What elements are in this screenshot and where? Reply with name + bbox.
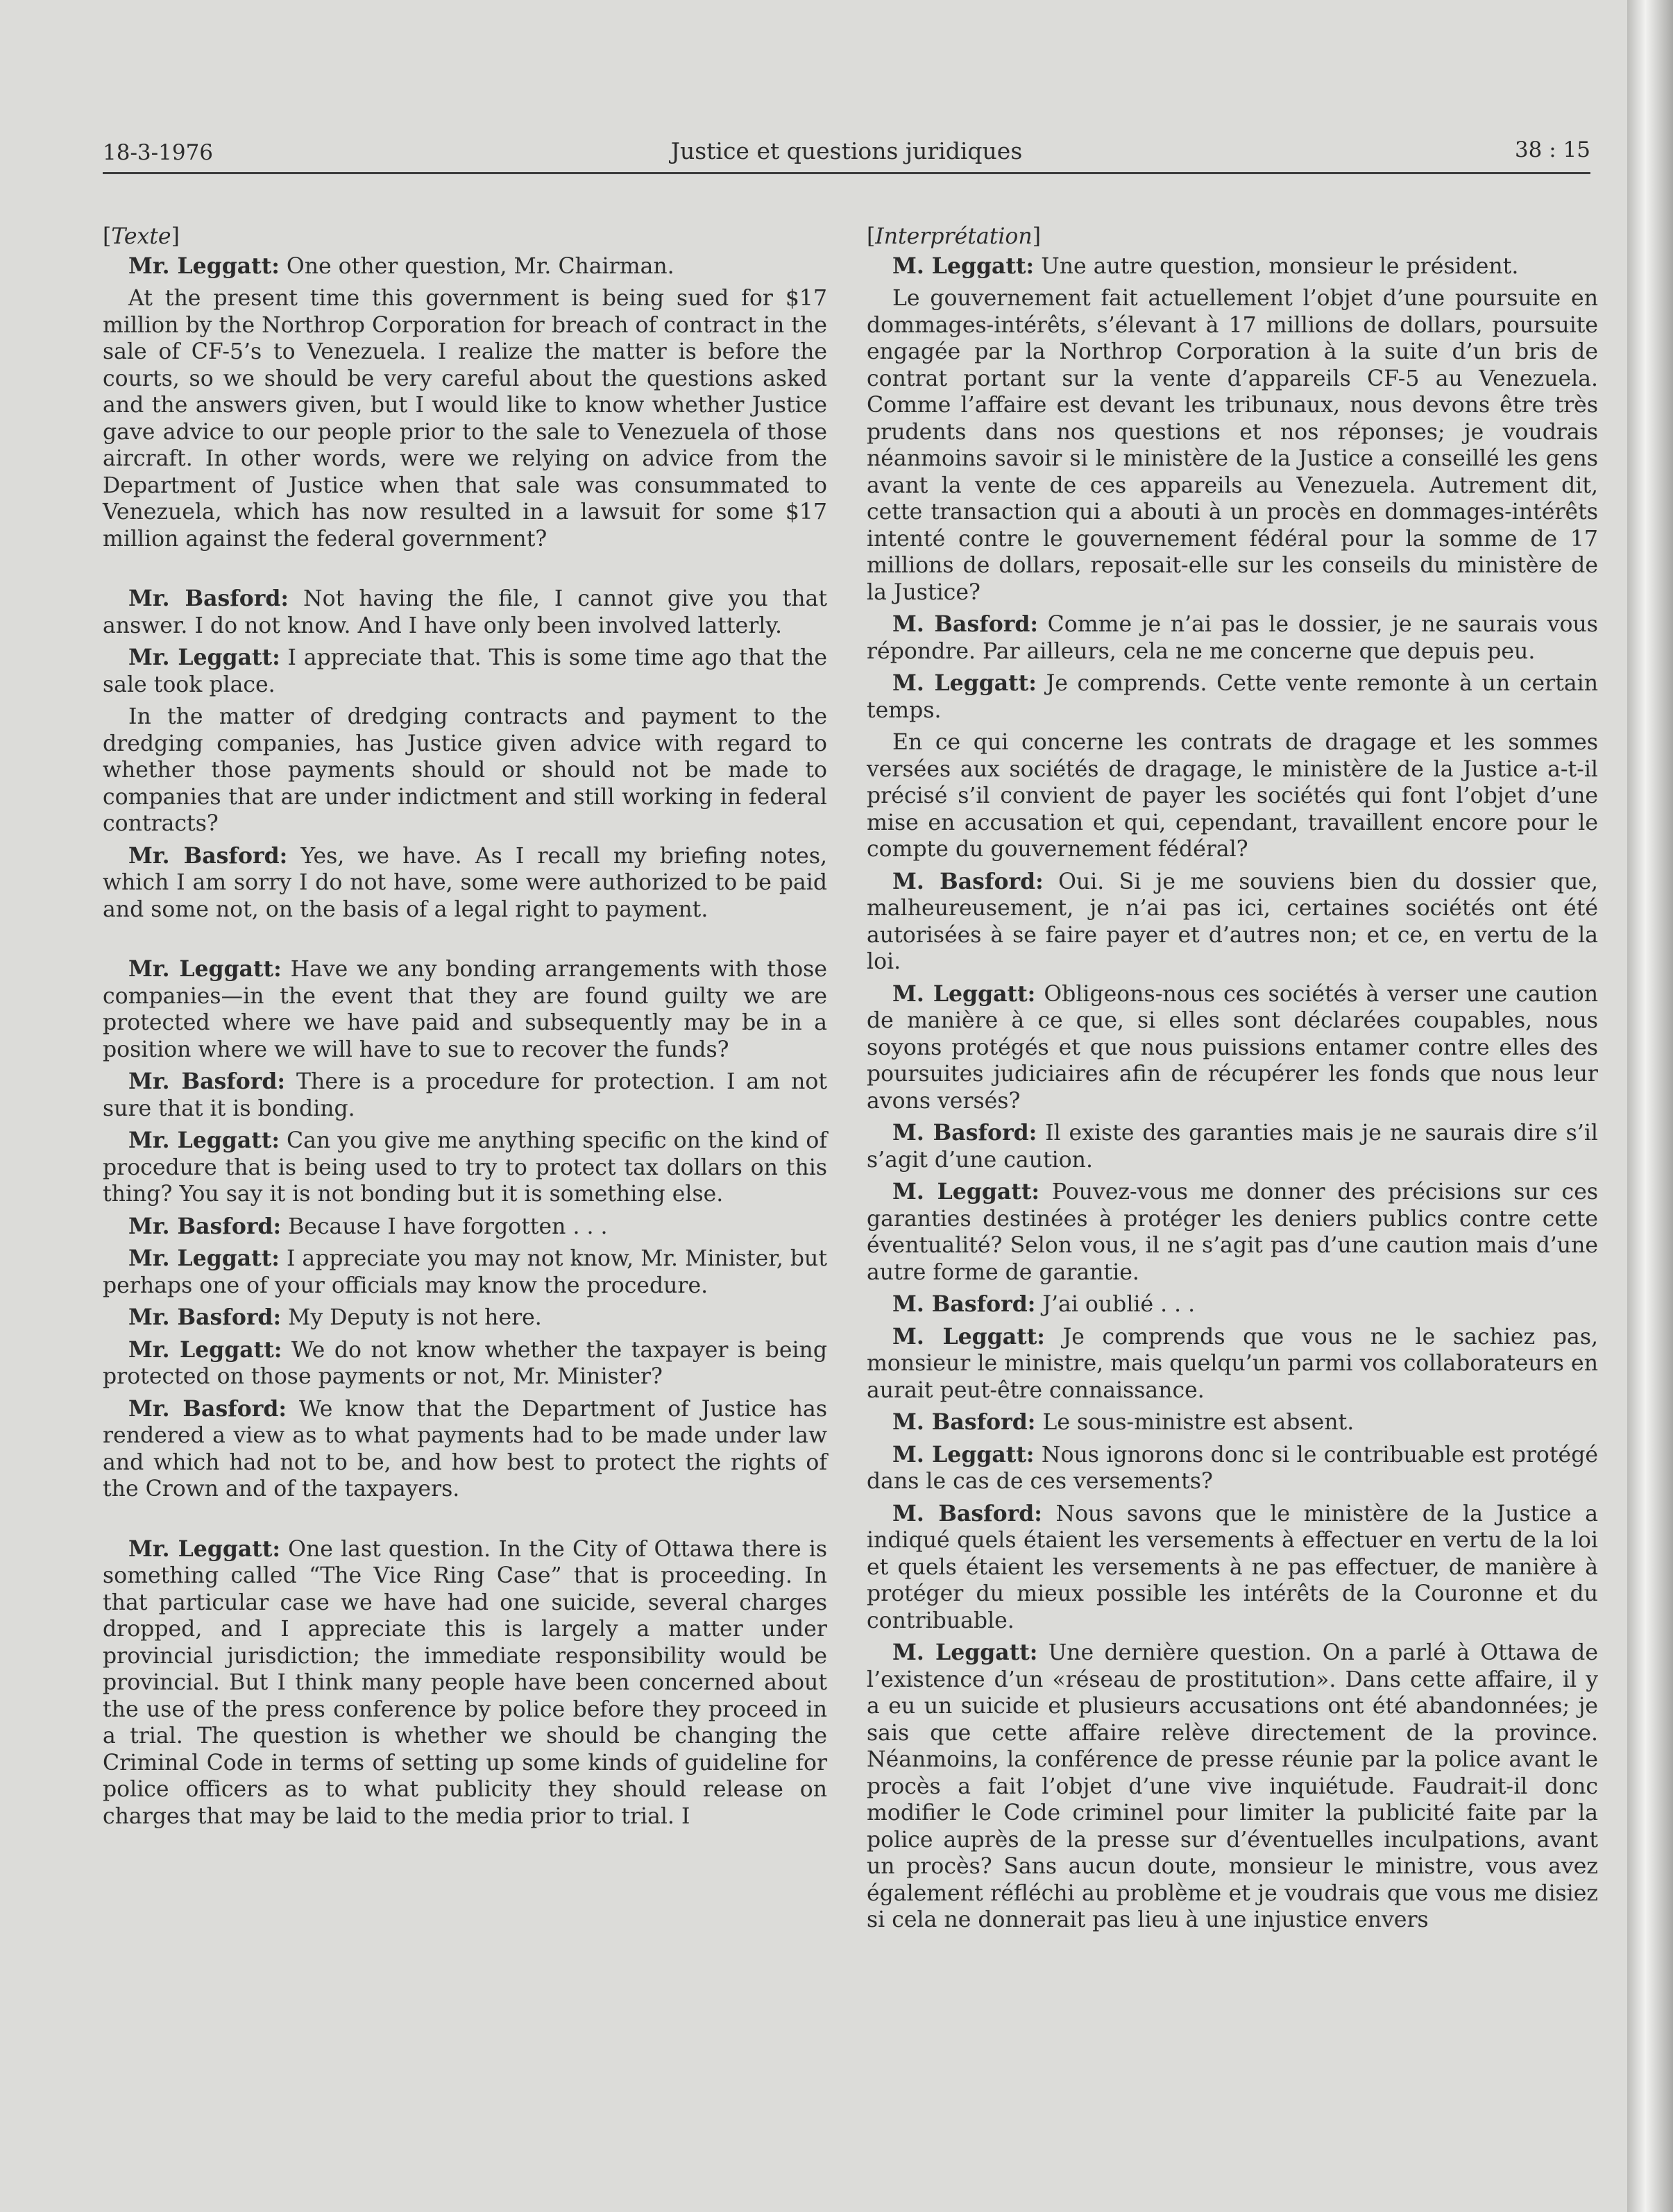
column-tag: [Texte] bbox=[103, 224, 180, 249]
paragraph: M. Leggatt: Une dernière question. On a parlé à Ottawa de l’existence d’un «réseau de prostitution». Dans cette affaire, il y a eu un suicide et plusieurs accusations ont été abandonnées; je sais que cette affaire relève directement de la province. Néanmoins, la conférence de presse réunie par la police avant le procès a fait l’objet d’une vive inquiétude. Faudrait-il donc modifier le Code criminel pour limiter la publicité faite par la police auprès de la presse sur d’éventuelles inculpations, avant un procès? Sans aucun doute, monsieur le ministre, vous avez également réfléchi au problème et je voudrais que vous me disiez si cela ne donnerait pas lieu à une injustice envers bbox=[867, 1640, 1598, 1932]
speaker: Mr. Leggatt: bbox=[128, 645, 280, 670]
page-header bbox=[103, 136, 1590, 174]
speaker: Mr. Basford: bbox=[128, 842, 288, 869]
paragraph: Mr. Leggatt: I appreciate that. This is some time ago that the sale took place. bbox=[103, 645, 827, 697]
page-edge bbox=[1627, 0, 1673, 2212]
speaker: Mr. Leggatt: bbox=[128, 1336, 282, 1363]
paragraph: Mr. Leggatt: Have we any bonding arrangements with those companies—in the event that they are found guilty we are protected where we have paid and subsequently may be in a position where we will have to sue to recover the funds? bbox=[103, 956, 827, 1062]
paragraph: M. Basford: Il existe des garanties mais je ne saurais dire s’il s’agit d’une caution. bbox=[867, 1120, 1598, 1173]
column-tag: [Interprétation] bbox=[867, 224, 1041, 249]
paragraph: Mr. Leggatt: I appreciate you may not know, Mr. Minister, but perhaps one of your officials may know the procedure. bbox=[103, 1245, 828, 1298]
paragraph: Mr. Leggatt: We do not know whether the taxpayer is being protected on those payments or not, Mr. Minister? bbox=[103, 1336, 827, 1389]
paragraph: Le gouvernement fait actuellement l’objet d’une poursuite en dommages-intérêts, s’élevant à 17 millions de dollars, poursuite engagée par la Northrop Corporation à la suite d’un bris de contrat portant sur la vente d’appareils CF-5 au Venezuela. Comme l’affaire est devant les tribunaux, nous devons être très prudents dans nos questions et nos réponses; je voudrais néanmoins savoir si le ministère de la Justice a conseillé les gens avant la vente de ces appareils au Venezuela. Autrement dit, cette transaction qui a abouti à un procès en dommages-intérêts intenté contre le gouvernement fédéral pour la somme de 17 millions de dollars, reposait-elle sur les conseils du ministère de la Justice? bbox=[867, 286, 1598, 605]
header-title: Justice et questions juridiques bbox=[670, 137, 1023, 164]
paragraph: Mr. Basford: Because I have forgotten . . . bbox=[128, 1213, 608, 1239]
speaker: M. Leggatt: bbox=[892, 1640, 1038, 1665]
speaker: M. Basford: bbox=[892, 868, 1044, 894]
speaker: M. Basford: bbox=[892, 1409, 1036, 1435]
page-number: 38 : 15 bbox=[1514, 137, 1590, 162]
speaker: M. Leggatt: bbox=[892, 670, 1037, 696]
paragraph: Mr. Leggatt: Can you give me anything specific on the kind of procedure that is being used to try to protect tax dollars on this thing? You say it is not bonding but it is something else. bbox=[103, 1128, 827, 1207]
speaker: M. Leggatt: bbox=[892, 253, 1035, 279]
paragraph: En ce qui concerne les contrats de dragage et les sommes versées aux sociétés de dragage, le ministère de la Justice a-t-il précisé s’il convient de payer les sociétés qui font l’objet d’une mise en accusation et qui, cependant, travaillent encore pour le compte du gouvernement fédéral? bbox=[867, 730, 1598, 862]
speaker: M. Basford: bbox=[892, 1500, 1042, 1526]
paragraph: M. Basford: Nous savons que le ministère de la Justice a indiqué quels étaient les versements à effectuer en vertu de la loi et quels étaient les versements à ne pas effectuer, de manière à protéger du mieux possible les intérêts de la Couronne et du contribuable. bbox=[867, 1500, 1598, 1633]
speaker: M. Basford: bbox=[892, 611, 1039, 637]
speaker: Mr. Basford: bbox=[128, 1213, 282, 1239]
speaker: Mr. Leggatt: bbox=[128, 1535, 281, 1562]
speaker: Mr. Leggatt: bbox=[128, 1128, 280, 1153]
french-column bbox=[867, 223, 1598, 1939]
speaker: M. Leggatt: bbox=[892, 980, 1036, 1007]
paragraph: M. Leggatt: Nous ignorons donc si le contribuable est protégé dans le cas de ces versements? bbox=[867, 1441, 1598, 1494]
paragraph: M. Basford: Comme je n’ai pas le dossier, je ne saurais vous répondre. Par ailleurs, cela ne me concerne que depuis peu. bbox=[867, 611, 1598, 664]
paragraph: M. Basford: Le sous-ministre est absent. bbox=[892, 1409, 1354, 1435]
paragraph: Mr. Basford: Not having the file, I cannot give you that answer. I do not know. And I have only been involved latterly. bbox=[103, 586, 827, 638]
paragraph: At the present time this government is being sued for $17 million by the Northrop Corporation for breach of contract in the sale of CF-5’s to Venezuela. I realize the matter is before the courts, so we should be very careful about the questions asked and the answers given, but I would like to know whether Justice gave advice to our people prior to the sale to Venezuela of those aircraft. In other words, were we relying on advice from the Department of Justice when that sale was consummated to Venezuela, which has now resulted in a lawsuit for some $17 million against the federal government? bbox=[103, 286, 827, 552]
paragraph: Mr. Basford: Yes, we have. As I recall my briefing notes, which I am sorry I do not have, some were authorized to be paid and some not, on the basis of a legal right to payment. bbox=[103, 842, 827, 922]
paragraph: M. Basford: Oui. Si je me souviens bien du dossier que, malheureusement, je n’ai pas ici, certaines sociétés ont été autorisées à se faire payer et d’autres non; et ce, en vertu de la loi. bbox=[867, 868, 1598, 974]
paragraph: M. Leggatt: Une autre question, monsieur le président. bbox=[892, 253, 1519, 279]
header-date: 18-3-1976 bbox=[103, 140, 214, 165]
english-column bbox=[103, 223, 827, 1835]
speaker: Mr. Basford: bbox=[128, 586, 289, 611]
paragraph: In the matter of dredging contracts and payment to the dredging companies, has Justice given advice with regard to whether those payments should or should not be made to companies that are under indictment and still working in federal contracts? bbox=[103, 704, 827, 836]
paragraph: Mr. Basford: We know that the Department of Justice has rendered a view as to what payments had to be made under law and which had not to be, and how best to protect the rights of the Crown and of the taxpayers. bbox=[103, 1395, 828, 1501]
paragraph: M. Leggatt: Je comprends. Cette vente remonte à un certain temps. bbox=[867, 670, 1599, 723]
speaker: Mr. Basford: bbox=[128, 1395, 287, 1422]
speaker: M. Basford: bbox=[892, 1291, 1036, 1317]
paragraph: Mr. Leggatt: One last question. In the City of Ottawa there is something called “The Vice Ring Case” that is proceeding. In that particular case we have had one suicide, several charges dropped, and I appreciate this is largely a matter under provincial jurisdiction; the immediate responsibility would be provincial. But I think many people have been concerned about the use of the press conference by police before they proceed in a trial. The question is whether we should be changing the Criminal Code in terms of setting up some kinds of guideline for police officers as to what publicity they should release on charges that may be laid to the media prior to trial. I bbox=[103, 1535, 827, 1829]
paragraph: M. Basford: J’ai oublié . . . bbox=[892, 1291, 1196, 1317]
speaker: M. Leggatt: bbox=[892, 1323, 1045, 1350]
speaker: M. Basford: bbox=[892, 1120, 1037, 1146]
paragraph: M. Leggatt: Je comprends que vous ne le sachiez pas, monsieur le ministre, mais quelqu’un parmi vos collaborateurs en aurait peut-être connaissance. bbox=[867, 1323, 1598, 1403]
paragraph: M. Leggatt: Pouvez-vous me donner des précisions sur ces garanties destinées à protéger les deniers publics contre cette éventualité? Selon vous, il ne s’agit pas d’une caution mais d’une autre forme de garantie. bbox=[867, 1179, 1599, 1285]
speaker: Mr. Basford: bbox=[128, 1304, 282, 1330]
speaker: Mr. Leggatt: bbox=[128, 253, 280, 279]
speaker: M. Leggatt: bbox=[892, 1179, 1040, 1205]
paragraph: M. Leggatt: Obligeons-nous ces sociétés à verser une caution de manière à ce que, si elles sont déclarées coupables, nous soyons protégés et que nous puissions entamer contre elles des poursuites judiciaires afin de récupérer les fonds que nous leur avons versés? bbox=[867, 980, 1598, 1114]
speaker: M. Leggatt: bbox=[892, 1441, 1035, 1467]
paragraph: Mr. Basford: My Deputy is not here. bbox=[128, 1304, 542, 1330]
speaker: Mr. Leggatt: bbox=[128, 956, 282, 982]
speaker: Mr. Basford: bbox=[128, 1069, 286, 1094]
paragraph: Mr. Basford: There is a procedure for protection. I am not sure that it is bonding. bbox=[103, 1069, 827, 1121]
speaker: Mr. Leggatt: bbox=[128, 1245, 280, 1271]
paragraph: Mr. Leggatt: One other question, Mr. Chairman. bbox=[128, 253, 674, 279]
